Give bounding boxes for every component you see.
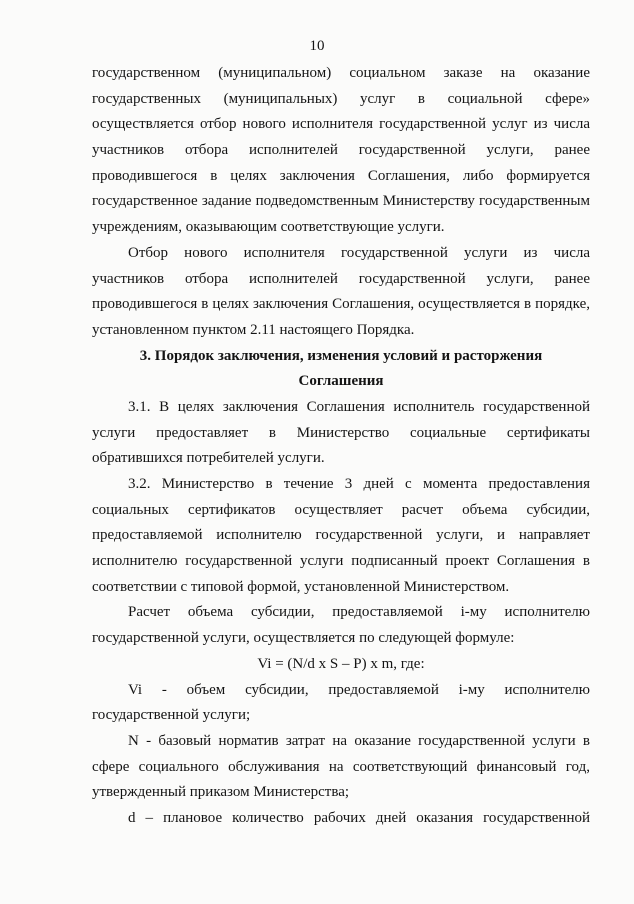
text-line: Отбор нового исполнителя государственной услуги из числа bbox=[128, 244, 590, 261]
text-line: государственной услуги; bbox=[92, 707, 251, 724]
text-line: Расчет объема субсидии, предоставляемой i-му исполнителю bbox=[128, 604, 590, 621]
text-line: государственных (муниципальных) услуг в социальной сфере» bbox=[92, 90, 590, 107]
text-line: участников отбора исполнителей государственной услуги, ранее bbox=[92, 142, 590, 159]
section-heading: Соглашения bbox=[298, 373, 384, 390]
text-line: d – плановое количество рабочих дней оказания государственной bbox=[128, 809, 590, 826]
formula: Vi = (N/d x S – P) x m, где: bbox=[257, 655, 425, 672]
text-line: утвержденный приказом Министерства; bbox=[92, 784, 350, 801]
text-line: государственной услуги, осуществляется по следующей формуле: bbox=[92, 630, 515, 647]
text-line: сфере социального обслуживания на соответствующий финансовый год, bbox=[92, 758, 590, 775]
text-line: государственном (муниципальном) социальном заказе на оказание bbox=[92, 65, 590, 81]
text-line: учреждениям, оказывающим соответствующие услуги. bbox=[92, 219, 445, 236]
text-line: установленном пунктом 2.11 настоящего Порядка. bbox=[92, 321, 415, 338]
section-heading: 3. Порядок заключения, изменения условий и расторжения bbox=[139, 347, 543, 364]
document-body bbox=[92, 61, 590, 832]
text-line: социальных сертификатов осуществляет расчет объема субсидии, bbox=[92, 501, 590, 518]
text-line: проводившегося в целях заключения Соглашения, либо формируется bbox=[92, 167, 590, 184]
page-number: 10 bbox=[309, 38, 325, 54]
text-line: предоставляемой исполнителю государственной услуги, и направляет bbox=[92, 527, 590, 544]
text-line: проводившегося в целях заключения Соглашения, осуществляется в порядке, bbox=[92, 296, 590, 313]
text-line: Vi - объем субсидии, предоставляемой i-му исполнителю bbox=[128, 681, 590, 698]
text-line: участников отбора исполнителей государственной услуги, ранее bbox=[92, 270, 590, 287]
text-line: соответствии с типовой формой, установленной Министерством. bbox=[92, 578, 510, 595]
text-line: 3.1. В целях заключения Соглашения исполнитель государственной bbox=[128, 398, 590, 415]
text-line: обратившихся потребителей услуги. bbox=[92, 450, 325, 467]
text-line: исполнителю государственной услуги подписанный проект Соглашения в bbox=[92, 553, 590, 570]
text-line: услуги предоставляет в Министерство социальные сертификаты bbox=[92, 424, 590, 441]
text-line: осуществляется отбор нового исполнителя государственной услуг из числа bbox=[92, 116, 590, 133]
text-line: 3.2. Министерство в течение 3 дней с момента предоставления bbox=[128, 476, 590, 492]
text-line: N - базовый норматив затрат на оказание государственной услуги в bbox=[128, 732, 590, 749]
text-line: государственное задание подведомственным Министерству государственным bbox=[92, 193, 590, 210]
